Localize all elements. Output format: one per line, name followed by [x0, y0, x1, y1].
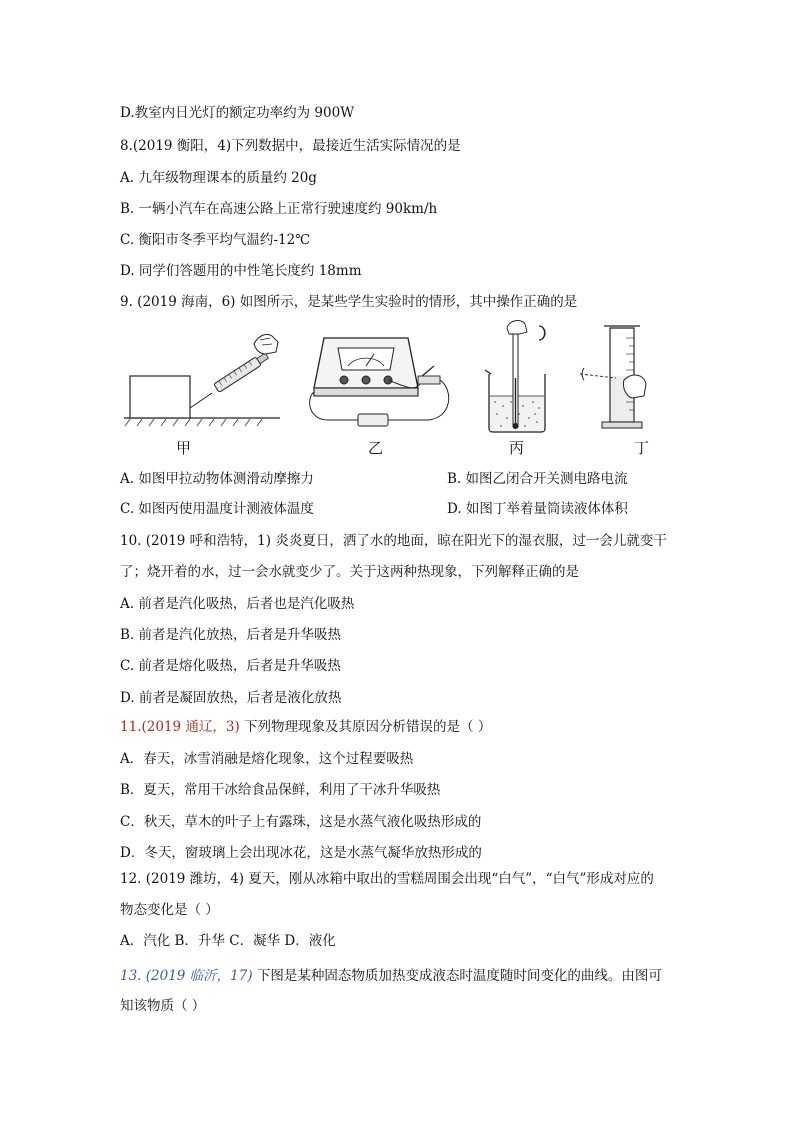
q7-option-d: D.教室内日光灯的额定功率约为 900W — [120, 105, 355, 121]
q11-title — [120, 717, 491, 737]
q9-title: 9. (2019 海南，6) 如图所示，是某些学生实验时的情形，其中操作正确的是 — [120, 294, 578, 310]
q10-option-c: C. 前者是熔化吸热，后者是升华吸热 — [120, 658, 341, 674]
fig-caption-yi: 乙 — [368, 439, 384, 457]
q9-figure — [120, 318, 680, 464]
q13-title — [120, 966, 662, 986]
q11-option-b: B．夏天，常用干冰给食品保鲜，利用了干冰升华吸热 — [120, 782, 441, 798]
q9-option-c: C. 如图丙使用温度计测液体温度 — [120, 501, 314, 517]
q11-option-d: D．冬天，窗玻璃上会出现冰花，这是水蒸气凝华放热形成的 — [120, 845, 482, 861]
q10-option-b: B. 前者是汽化放热，后者是升华吸热 — [120, 627, 342, 643]
q8-option-b: B. 一辆小汽车在高速公路上正常行驶速度约 90km/h — [120, 201, 438, 217]
q11-title-text: 下列物理现象及其原因分析错误的是（ ） — [239, 719, 492, 735]
q9-option-d: D. 如图丁举着量筒读液体体积 — [447, 501, 628, 517]
q11-source: (2019 通辽，3) — [141, 719, 240, 735]
q8-title: 8.(2019 衡阳，4)下列数据中，最接近生活实际情况的是 — [120, 138, 461, 154]
fig-caption-jia: 甲 — [176, 439, 192, 457]
q12-options: A．汽化 B．升华 C．凝华 D．液化 — [120, 933, 336, 949]
q11-option-c: C．秋天，草木的叶子上有露珠，这是水蒸气液化吸热形成的 — [120, 814, 482, 830]
q13-source: 13. (2019 临沂，17) — [120, 968, 253, 984]
q13-title-text: 下图是某种固态物质加热变成液态时温度随时间变化的曲线。由图可 — [252, 968, 662, 984]
q8-option-d: D. 同学们答题用的中性笔长度约 18mm — [120, 263, 362, 279]
q10-option-d: D. 前者是凝固放热，后者是液化放热 — [120, 690, 342, 706]
q10-option-a: A. 前者是汽化吸热，后者也是汽化吸热 — [120, 596, 355, 612]
q9-option-a: A. 如图甲拉动物体测滑动摩擦力 — [120, 471, 314, 487]
q9-option-b: B. 如图乙闭合开关测电路电流 — [447, 471, 628, 487]
fig-bing-illustration — [475, 318, 575, 438]
q8-option-a: A. 九年级物理课本的质量约 20g — [120, 170, 317, 186]
fig-caption-bing: 丙 — [509, 439, 525, 457]
q12-title-line2: 物态变化是（ ） — [120, 902, 219, 918]
q11-number: 11. — [120, 719, 142, 735]
fig-yi-illustration — [298, 318, 458, 438]
q8-option-c: C. 衡阳市冬季平均气温约-12℃ — [120, 232, 311, 248]
q12-title-line1: 12. (2019 潍坊，4) 夏天，刚从冰箱中取出的雪糕周围会出现“白气”，“白气”形成对应的 — [120, 871, 654, 887]
fig-ding-illustration — [580, 318, 680, 438]
q10-title-line1: 10. (2019 呼和浩特，1) 炎炎夏日，洒了水的地面，晾在阳光下的湿衣服，过一会儿就变干 — [120, 533, 667, 549]
fig-jia-illustration — [120, 318, 280, 433]
q10-title-line2: 了；烧开着的水，过一会水就变少了。关于这两种热现象，下列解释正确的是 — [120, 564, 579, 580]
q11-option-a: A．春天，冰雪消融是熔化现象，这个过程要吸热 — [120, 751, 414, 767]
q13-title-line2: 知该物质（ ） — [120, 998, 206, 1014]
fig-caption-ding: 丁 — [634, 439, 650, 457]
